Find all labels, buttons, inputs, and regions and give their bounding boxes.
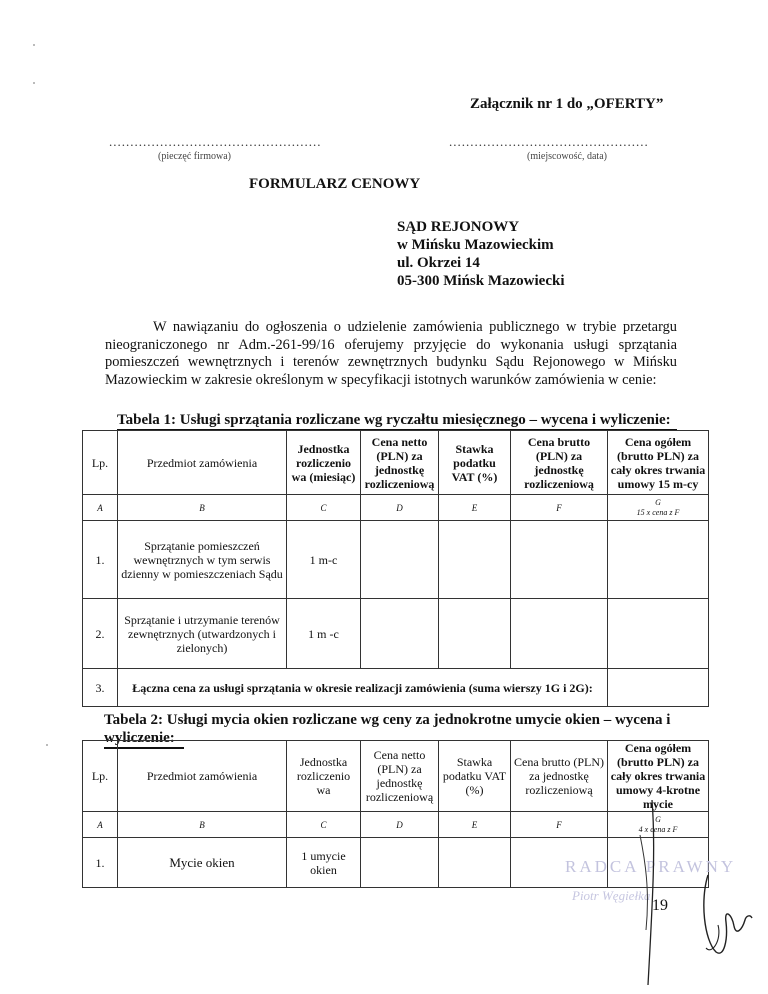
letter-e: E <box>439 812 511 838</box>
sum-total-cell[interactable] <box>608 669 709 707</box>
row-unit: 1 umycie okien <box>287 838 361 888</box>
intro-paragraph <box>105 319 677 389</box>
letter-f: F <box>511 812 608 838</box>
row-item: Mycie okien <box>118 838 287 888</box>
col-header-gross: Cena brutto (PLN) za jednostkę rozliczeniową <box>511 431 608 495</box>
col-header-total: Cena ogółem (brutto PLN) za cały okres trwania umowy 4-krotne mycie <box>608 741 709 812</box>
place-date-caption: (miejscowość, data) <box>527 151 607 162</box>
letter-e: E <box>439 495 511 521</box>
row-unit: 1 m -c <box>287 599 361 669</box>
row-lp: 1. <box>83 521 118 599</box>
row-vat-cell[interactable] <box>439 521 511 599</box>
legal-advisor-stamp: RADCA PRAWNY <box>565 857 737 876</box>
place-date-dotted-line: ............................................... <box>449 134 649 149</box>
letter-g-label: G <box>655 497 661 507</box>
col-header-unit: Jednostka rozliczenio wa (miesiąc) <box>287 431 361 495</box>
handwritten-signature <box>600 790 768 990</box>
col-header-item: Przedmiot zamówienia <box>118 741 287 812</box>
table2-title: Tabela 2: Usługi mycia okien rozliczane wg ceny za jednokrotne umycie okien – wycena i wyliczenie: <box>104 712 671 746</box>
col-header-vat: Stawka podatku VAT (%) <box>439 741 511 812</box>
letter-g <box>608 495 709 521</box>
col-header-net: Cena netto (PLN) za jednostkę rozliczeniową <box>361 431 439 495</box>
letter-a: A <box>83 812 118 838</box>
row-vat-cell[interactable] <box>439 599 511 669</box>
annex-heading: Załącznik nr 1 do „OFERTY” <box>470 96 664 112</box>
recipient-address <box>397 218 564 290</box>
sum-lp: 3. <box>83 669 118 707</box>
company-stamp-dotted-line: .................................................. <box>109 134 322 149</box>
col-header-gross: Cena brutto (PLN) za jednostkę rozliczeniową <box>511 741 608 812</box>
sum-label: Łączna cena za usługi sprzątania w okresie realizacji zamówienia (suma wierszy 1G i 2G): <box>118 669 608 707</box>
company-stamp-caption: (pieczęć firmowa) <box>158 151 232 162</box>
col-header-net: Cena netto (PLN) za jednostkę rozliczeniową <box>361 741 439 812</box>
row-total-cell[interactable] <box>608 521 709 599</box>
row-net-cell[interactable] <box>361 599 439 669</box>
col-header-unit: Jednostka rozliczenio wa <box>287 741 361 812</box>
letter-f: F <box>511 495 608 521</box>
row-gross-cell[interactable] <box>511 521 608 599</box>
table1-title: Tabela 1: Usługi sprzątania rozliczane wg ryczałtu miesięcznego – wycena i wyliczenie: <box>117 412 671 428</box>
letter-d: D <box>361 812 439 838</box>
col-header-vat: Stawka podatku VAT (%) <box>439 431 511 495</box>
letter-c: C <box>287 812 361 838</box>
table1 <box>82 430 709 707</box>
form-title: FORMULARZ CENOWY <box>249 176 421 192</box>
row-net-cell[interactable] <box>361 838 439 888</box>
letter-b: B <box>118 812 287 838</box>
col-header-lp: Lp. <box>83 741 118 812</box>
signature-stroke <box>648 800 654 985</box>
address-line: SĄD REJONOWY <box>397 219 520 235</box>
col-header-item: Przedmiot zamówienia <box>118 431 287 495</box>
address-line: 05-300 Mińsk Mazowiecki <box>397 273 565 289</box>
row-lp: 1. <box>83 838 118 888</box>
table1-sum-row <box>83 669 709 707</box>
row-gross-cell[interactable] <box>511 599 608 669</box>
table1-header-row <box>83 431 709 495</box>
page-number: 19 <box>652 897 668 914</box>
row-unit: 1 m-c <box>287 521 361 599</box>
letter-c: C <box>287 495 361 521</box>
col-header-total: Cena ogółem (brutto PLN) za cały okres trwania umowy 15 m-cy <box>608 431 709 495</box>
row-net-cell[interactable] <box>361 521 439 599</box>
row-vat-cell[interactable] <box>439 838 511 888</box>
row-item: Sprzątanie i utrzymanie terenów zewnętrznych (utwardzonych i zielonych) <box>118 599 287 669</box>
letter-a: A <box>83 495 118 521</box>
letter-d: D <box>361 495 439 521</box>
row-total-cell[interactable] <box>608 599 709 669</box>
letter-g-note: 15 x cena z F <box>636 507 680 517</box>
intro-text: W nawiązaniu do ogłoszenia o udzielenie zamówienia publicznego w trybie przetargu nieograniczonego nr Adm.-261-99/16 oferujemy przyjęcie do wykonania usługi sprzątania pomieszczeń wewnętrznych i terenów zewnętrznych budynku Sądu Rejonowego w Mińsku Mazowieckim w zakresie określonym w specyfikacji istotnych warunków zamówienia w cenie: <box>105 319 677 388</box>
scan-mark <box>46 744 48 746</box>
table-row <box>83 599 709 669</box>
scan-mark <box>33 82 35 84</box>
address-line: ul. Okrzei 14 <box>397 255 480 271</box>
scan-mark <box>33 44 35 46</box>
letter-g-label: G <box>655 814 661 824</box>
col-header-lp: Lp. <box>83 431 118 495</box>
signature-stroke <box>640 835 647 930</box>
table-row <box>83 521 709 599</box>
address-line: w Mińsku Mazowieckim <box>397 237 554 253</box>
table1-letter-row <box>83 495 709 521</box>
signature-stroke <box>704 875 752 953</box>
row-item: Sprzątanie pomieszczeń wewnętrznych w tym serwis dzienny w pomieszczeniach Sądu <box>118 521 287 599</box>
row-lp: 2. <box>83 599 118 669</box>
letter-b: B <box>118 495 287 521</box>
legal-advisor-name: Piotr Węgiełka <box>572 888 651 903</box>
letter-g-note: 4 x cena z F <box>638 824 678 834</box>
